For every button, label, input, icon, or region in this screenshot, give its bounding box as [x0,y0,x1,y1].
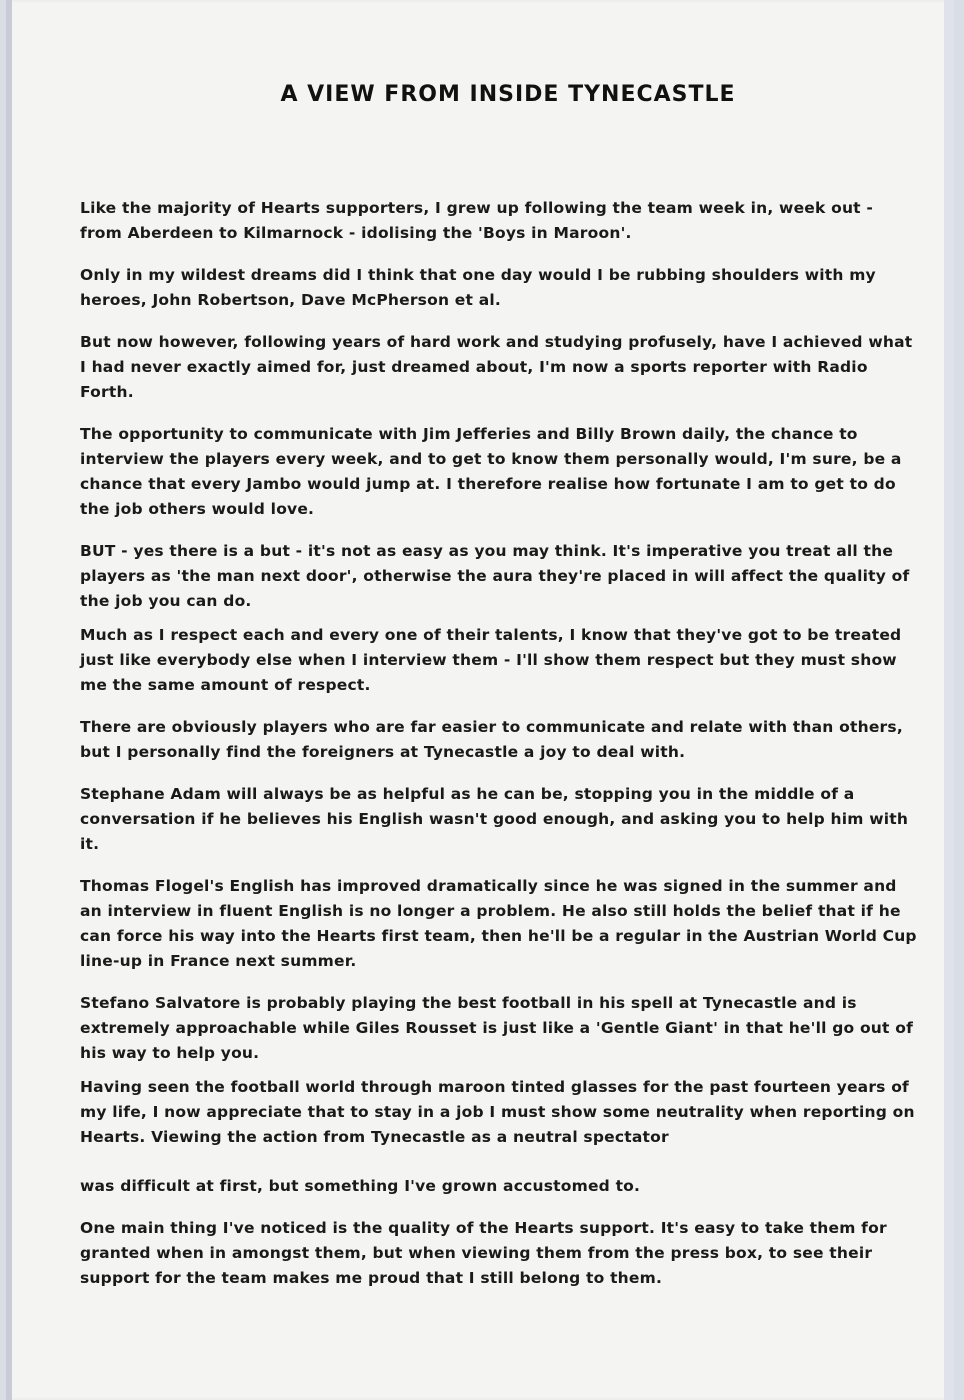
paragraph: But now however, following years of hard work and studying profusely, have I achieved what I had never exactly aimed for, just dreamed about, I'm now a sports reporter with Radio Forth. [80,333,913,401]
paragraph: One main thing I've noticed is the quality of the Hearts support. It's easy to take them for granted when in amongst them, but when viewing them from the press box, to see their support for the team makes me proud that I still belong to them. [80,1219,887,1287]
paragraph: Much as I respect each and every one of their talents, I know that they've got to be treated just like everybody else when I interview them - I'll show them respect but they must show me the same amount of respect. [80,626,902,694]
paragraph: Like the majority of Hearts supporters, I grew up following the team week in, week out - from Aberdeen to Kilmarnock - idolising the 'Boys in Maroon'. [80,199,874,242]
paragraph: Only in my wildest dreams did I think that one day would I be rubbing shoulders with my heroes, John Robertson, Dave McPherson et al. [80,266,876,309]
paragraph: Stefano Salvatore is probably playing the best football in his spell at Tynecastle and is extremely approachable while Giles Rousset is just like a 'Gentle Giant' in that he'll go out of his way to help you. [80,994,914,1062]
paragraph: was difficult at first, but something I've grown accustomed to. [80,1177,641,1195]
paragraph: Thomas Flogel's English has improved dramatically since he was signed in the summer and an interview in fluent English is no longer a problem. He also still holds the belief that if he can force his way into the Hearts first team, then he'll be a regular in the Austrian World Cup line-up in France next summer. [80,877,917,970]
paragraph: Having seen the football world through maroon tinted glasses for the past fourteen years of my life, I now appreciate that to stay in a job I must show some neutrality when reporting on Hearts. Viewing the action from Tynecastle as a neutral spectator [80,1078,915,1146]
page-edge [944,0,954,1400]
paragraph: There are obviously players who are far easier to communicate and relate with than others, but I personally find the foreigners at Tynecastle a joy to deal with. [80,718,903,761]
paragraph: The opportunity to communicate with Jim Jefferies and Billy Brown daily, the chance to interview the players every week, and to get to know them personally would, I'm sure, be a chance that every Jambo would jump at. I therefore realise how fortunate I am to get to do the job others would love. [80,425,902,518]
paragraph: Stephane Adam will always be as helpful as he can be, stopping you in the middle of a conversation if he believes his English wasn't good enough, and asking you to help him with it. [80,785,909,853]
article-body [80,196,920,1308]
article-title: A VIEW FROM INSIDE TYNECASTLE [280,82,736,107]
binding-edge [6,0,12,1400]
paragraph: BUT - yes there is a but - it's not as easy as you may think. It's imperative you treat all the players as 'the man next door', otherwise the aura they're placed in will affect the quality of the job you can do. [80,542,910,610]
document-page [6,0,954,1400]
